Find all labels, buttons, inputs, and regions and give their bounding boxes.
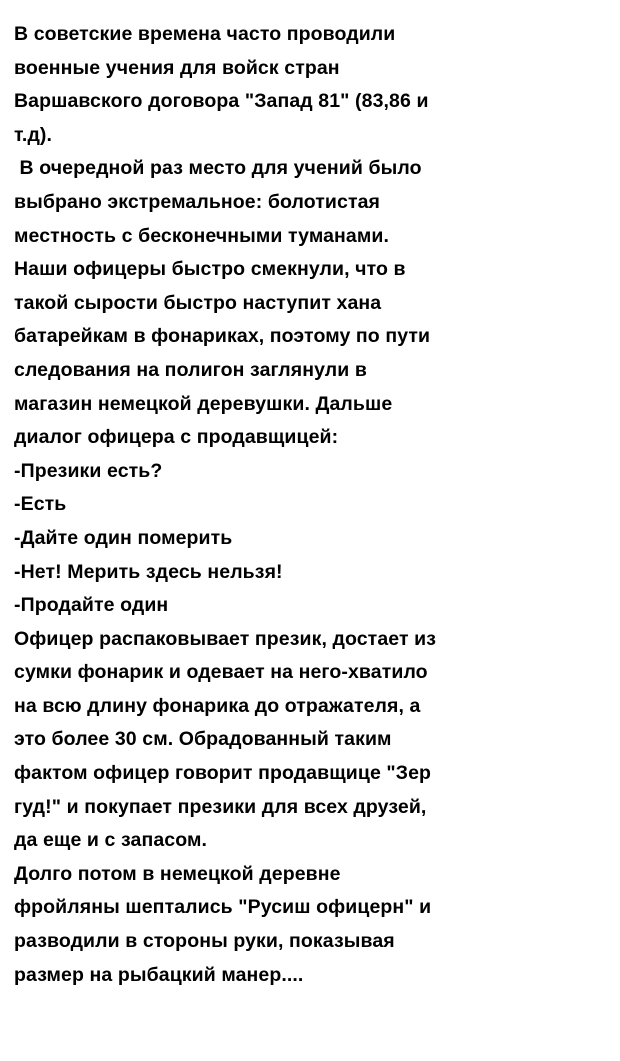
text-line: Наши офицеры быстро смекнули, что в (14, 258, 406, 281)
dialogue-line: -Есть (14, 493, 67, 516)
text-line: сумки фонарик и одевает на него-хватило (14, 661, 428, 684)
text-line: Долго потом в немецкой деревне (14, 862, 341, 885)
text-line: военные учения для войск стран (14, 56, 340, 79)
text-line: Варшавского договора "Запад 81" (83,86 и (14, 90, 429, 113)
text-line: такой сырости быстро наступит хана (14, 291, 382, 314)
dialogue-line: -Дайте один померить (14, 526, 233, 549)
text-line: В очередной раз место для учений было (14, 157, 422, 180)
text-line: это более 30 см. Обрадованный таким (14, 728, 392, 751)
dialogue-line: -Презики есть? (14, 459, 163, 482)
text-line: следования на полигон заглянули в (14, 358, 367, 381)
text-line: В советские времена часто проводили (14, 23, 396, 45)
text-line: Офицер распаковывает презик, достает из (14, 627, 437, 650)
text-line: выбрано экстремальное: болотистая (14, 190, 381, 213)
story-text (14, 18, 614, 992)
text-line: на всю длину фонарика до отражателя, а (14, 694, 421, 717)
text-line: фактом офицер говорит продавщице "Зер (14, 762, 432, 785)
dialogue-line: -Продайте один (14, 594, 169, 617)
text-line: фройляны шептались "Русиш офицерн" и (14, 896, 432, 919)
text-line: да еще и с запасом. (14, 829, 208, 852)
text-line: размер на рыбацкий манер.... (14, 963, 304, 986)
text-line: т.д). (14, 123, 53, 146)
text-line: гуд!" и покупает презики для всех друзей, (14, 795, 427, 818)
text-line: диалог офицера с продавщицей: (14, 426, 339, 449)
text-line: магазин немецкой деревушки. Дальше (14, 392, 393, 415)
text-line: батарейкам в фонариках, поэтому по пути (14, 325, 431, 348)
dialogue-line: -Нет! Мерить здесь нельзя! (14, 560, 283, 583)
text-line: разводили в стороны руки, показывая (14, 930, 395, 953)
text-line: местность с бесконечными туманами. (14, 224, 390, 247)
